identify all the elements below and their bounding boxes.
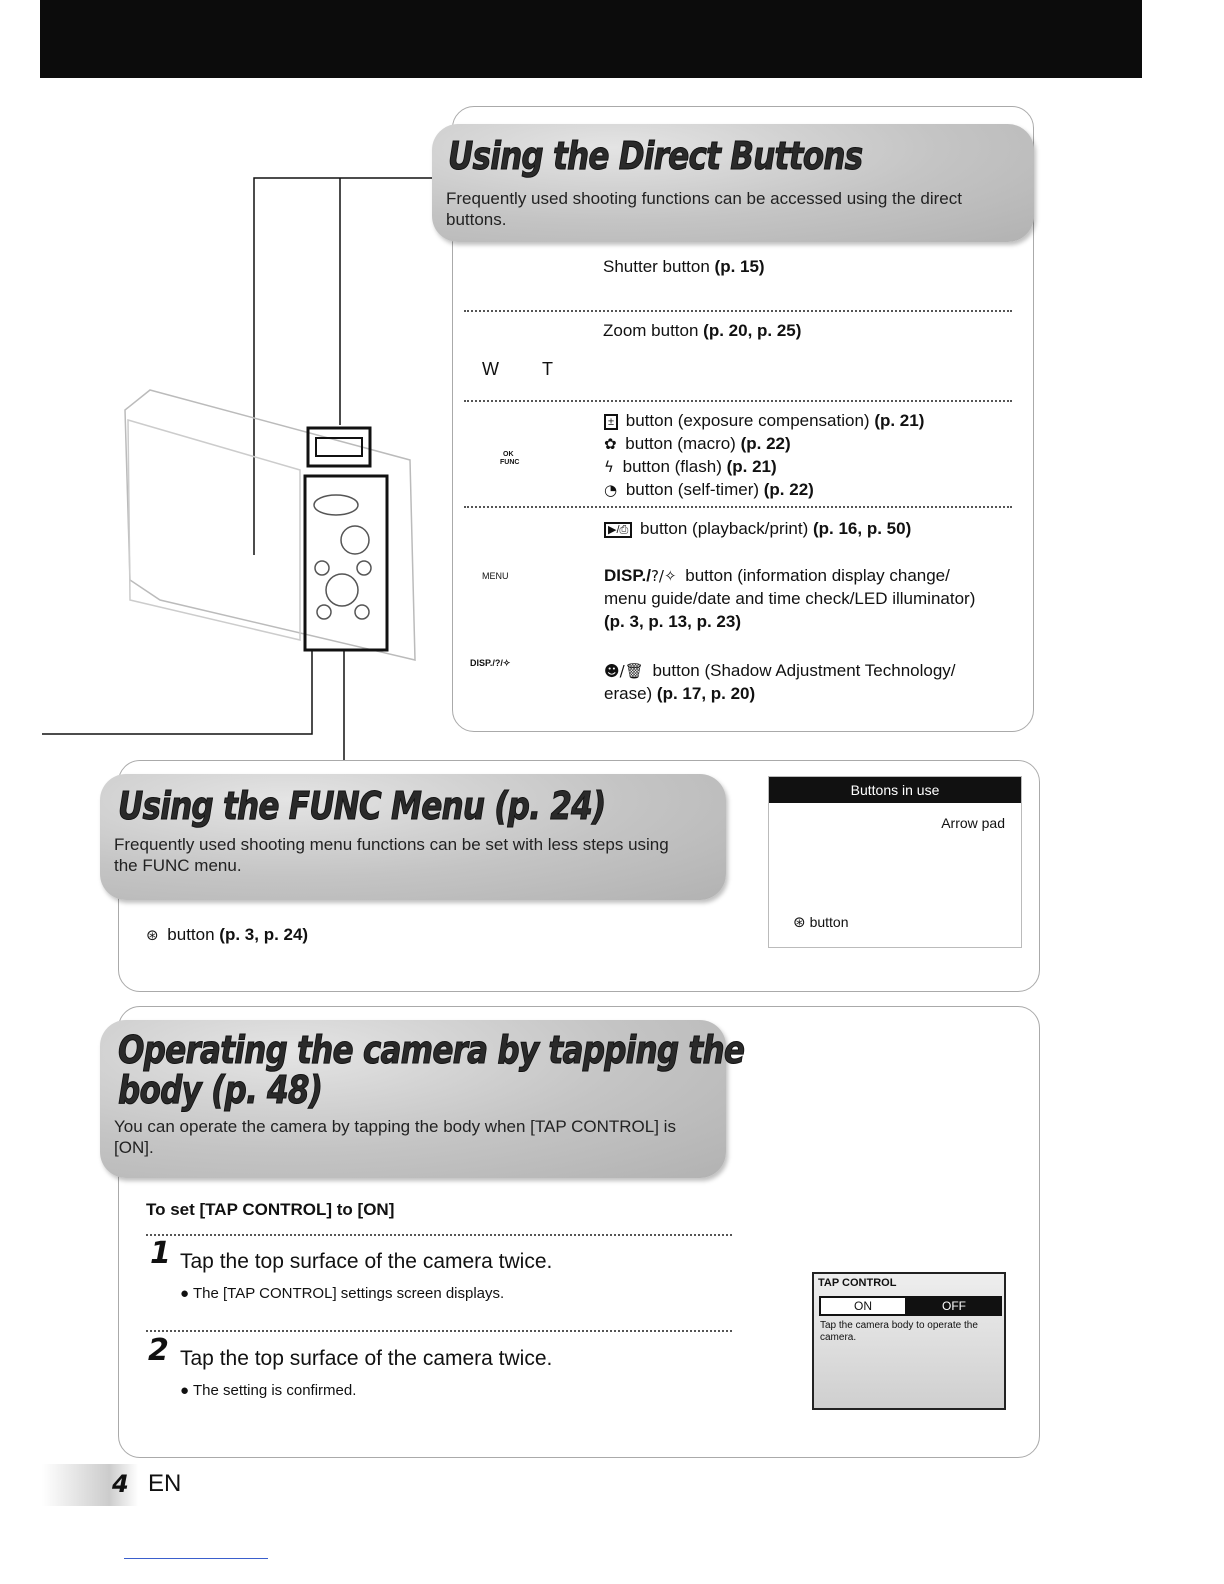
step-2-text: Tap the top surface of the camera twice. [180, 1347, 553, 1370]
tap-screen-on-option: ON [819, 1296, 907, 1316]
step-2-number: 2 [148, 1333, 169, 1368]
exposure-compensation-icon: ± [604, 414, 618, 430]
func-menu-title: Using the FUNC Menu (p. 24) [118, 784, 606, 828]
direct-buttons-intro: Frequently used shooting functions can be accessed using the direct buttons. [446, 189, 962, 229]
disp-button-item-line2: menu guide/date and time check/LED illuminator) [604, 589, 976, 608]
menu-guide-icon: ?/✧ [650, 567, 677, 585]
playback-button-item: ▶/⎙ button (playback/print) (p. 16, p. 50) [604, 518, 911, 540]
tap-control-screen [812, 1272, 1006, 1410]
tap-control-subhead: To set [TAP CONTROL] to [ON] [146, 1200, 395, 1219]
arrow-pad-label: Arrow pad [941, 815, 1005, 831]
step-1-text: Tap the top surface of the camera twice. [180, 1250, 553, 1273]
func-small-label: FUNC [500, 459, 520, 466]
shadow-button-item: ☻/🗑 button (Shadow Adjustment Technology/ [604, 661, 956, 680]
zoom-t-label: T [542, 359, 553, 379]
direct-buttons-title: Using the Direct Buttons [448, 134, 863, 178]
step-1-bullet: ● The [TAP CONTROL] settings screen displays. [180, 1285, 505, 1302]
buttons-in-use-header: Buttons in use [769, 777, 1021, 803]
self-timer-button-item: ◔ button (self-timer) (p. 22) [604, 480, 814, 499]
playback-print-icon: ▶/⎙ [604, 522, 632, 538]
menu-small-label: MENU [482, 571, 509, 581]
shadow-adjust-erase-icon: ☻/🗑 [604, 662, 644, 680]
tap-control-banner [100, 1020, 745, 1178]
shadow-button-item-line2: erase) (p. 17, p. 20) [604, 684, 756, 703]
self-timer-icon: ◔ [604, 481, 618, 499]
step-2-bullet: ● The setting is confirmed. [180, 1382, 357, 1399]
exposure-button-item: ± button (exposure compensation) (p. 21) [604, 410, 924, 432]
disp-small-label: DISP./?/✧ [470, 658, 511, 668]
divider [146, 1234, 732, 1236]
ok-button-label: ⊛ button [793, 913, 849, 931]
divider [464, 506, 1012, 508]
divider [464, 400, 1012, 402]
tap-control-intro: You can operate the camera by tapping the body when [TAP CONTROL] is [ON]. [114, 1117, 676, 1157]
flash-button-item: ϟ button (flash) (p. 21) [604, 457, 777, 476]
tap-screen-off-option: OFF [906, 1296, 1002, 1316]
buttons-in-use-box [768, 776, 1022, 948]
zoom-w-label: W [482, 359, 499, 379]
flash-icon: ϟ [604, 458, 614, 476]
page-number: 4 [112, 1470, 129, 1498]
macro-icon: ✿ [604, 435, 617, 453]
zoom-button-item: Zoom button (p. 20, p. 25) [603, 321, 802, 340]
divider [464, 310, 1012, 312]
ok-func-small-icon: ⊛ [793, 913, 806, 931]
tap-screen-title: TAP CONTROL [818, 1277, 897, 1289]
disp-button-item: DISP./?/✧ button (information display change/ [604, 566, 950, 585]
func-menu-intro: Frequently used shooting menu functions can be set with less steps using the FUNC menu. [114, 835, 669, 875]
tap-screen-description: Tap the camera body to operate the camera. [820, 1320, 978, 1343]
ok-small-label: OK [503, 451, 514, 458]
ok-func-icon: ⊛ [146, 926, 159, 944]
func-button-item: ⊛ button (p. 3, p. 24) [146, 925, 309, 944]
disp-button-item-ref: (p. 3, p. 13, p. 23) [604, 612, 741, 631]
tap-control-title-line1: Operating the camera by tapping the [118, 1028, 745, 1072]
func-menu-banner [100, 774, 726, 900]
shutter-button-item: Shutter button (p. 15) [603, 257, 765, 276]
macro-button-item: ✿ button (macro) (p. 22) [604, 434, 791, 453]
step-1-number: 1 [150, 1236, 171, 1271]
direct-buttons-banner [432, 124, 1034, 242]
tap-control-title-line2: body (p. 48) [118, 1068, 323, 1112]
divider [146, 1330, 732, 1332]
language-label: EN [148, 1470, 182, 1497]
footer-line [124, 1558, 268, 1559]
